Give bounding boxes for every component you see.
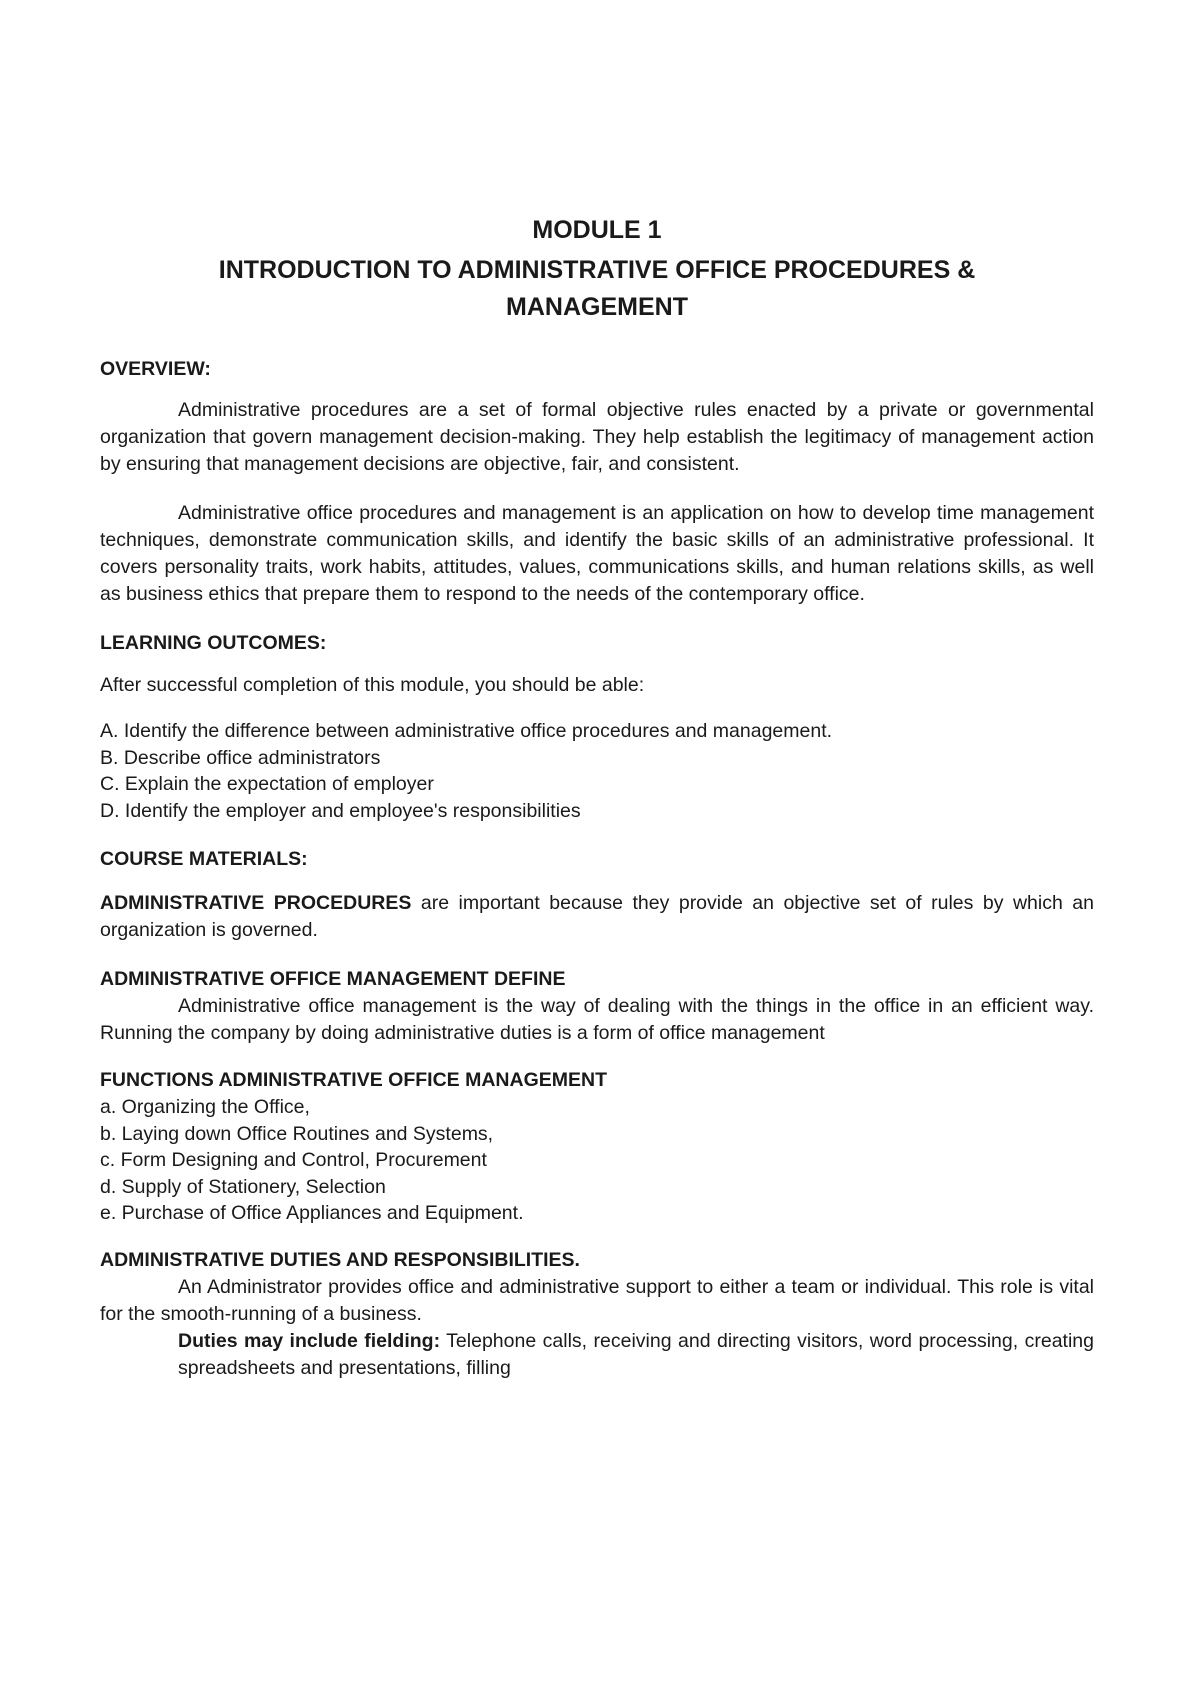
overview-heading: OVERVIEW: (100, 358, 211, 380)
module-title (100, 252, 1094, 326)
definition-paragraph: Administrative office management is the way of dealing with the things in the office in an efficient way. Running the company by doing administrative duties is a form of office management (100, 995, 1094, 1044)
course-materials-lead: ADMINISTRATIVE PROCEDURES (100, 892, 412, 914)
list-item: C. Explain the expectation of employer (100, 773, 434, 795)
functions-heading: FUNCTIONS ADMINISTRATIVE OFFICE MANAGEMENT (100, 1069, 607, 1091)
learning-outcomes-list (100, 718, 1094, 824)
duties-paragraph: An Administrator provides office and administrative support to either a team or individual. This role is vital for the smooth-running of a business. (100, 1275, 1094, 1325)
course-materials-heading: COURSE MATERIALS: (100, 848, 308, 870)
list-item: B. Describe office administrators (100, 746, 381, 769)
overview-paragraph-1: Administrative procedures are a set of formal objective rules enacted by a private or governmental organization that govern management decision-making. They help establish the legitimacy of management action by ensuring that management decisions are objective, fair, and consistent. (100, 399, 1094, 475)
duties-list-paragraph (178, 1328, 1094, 1382)
module-title-line2: MANAGEMENT (506, 293, 688, 321)
list-item: c. Form Designing and Control, Procurement (100, 1149, 487, 1171)
overview-paragraph-2: Administrative office procedures and management is an application on how to develop time management techniques, demonstrate communication skills, and identify the basic skills of an administrative professional. It covers personality traits, work habits, attitudes, values, communications skills, and human relations skills, as well as business ethics that prepare them to respond to the needs of the contemporary office. (100, 502, 1094, 605)
learning-outcomes-intro: After successful completion of this module, you should be able: (100, 674, 645, 696)
document-content (100, 212, 1094, 1382)
learning-outcomes-heading: LEARNING OUTCOMES: (100, 632, 327, 654)
duties-lead: Duties may include fielding: (178, 1329, 441, 1352)
list-item: d. Supply of Stationery, Selection (100, 1175, 386, 1198)
list-item: e. Purchase of Office Appliances and Equipment. (100, 1202, 524, 1224)
list-item: a. Organizing the Office, (100, 1096, 310, 1118)
module-title-line1: INTRODUCTION TO ADMINISTRATIVE OFFICE PROCEDURES & (218, 256, 976, 284)
duties-heading: ADMINISTRATIVE DUTIES AND RESPONSIBILITIES. (100, 1248, 580, 1271)
module-number: MODULE 1 (532, 216, 662, 244)
duties-text: Telephone calls, receiving and directing visitors, word processing, creating spreadsheets and presentations, filling (178, 1329, 1094, 1379)
list-item: A. Identify the difference between administrative office procedures and management. (100, 720, 833, 742)
list-item: b. Laying down Office Routines and Systems, (100, 1122, 494, 1145)
list-item: D. Identify the employer and employee's responsibilities (100, 799, 581, 822)
definition-heading: ADMINISTRATIVE OFFICE MANAGEMENT DEFINE (100, 968, 566, 990)
course-materials-paragraph (100, 890, 1094, 944)
functions-list (100, 1094, 1094, 1227)
course-materials-text: are important because they provide an objective set of rules by which an organization is governed. (100, 892, 1094, 941)
